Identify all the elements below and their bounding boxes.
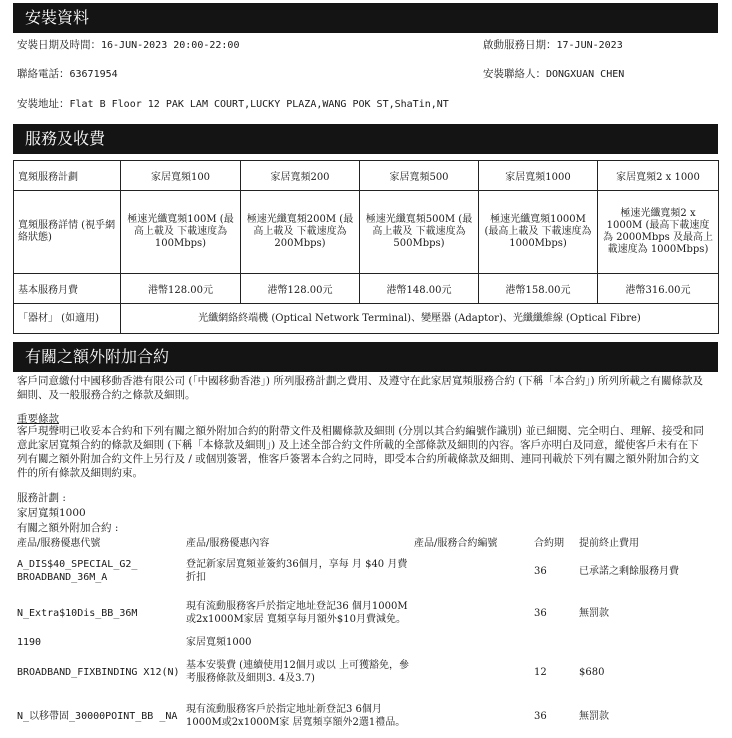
addon-table [17,537,717,738]
plan-label: 服務計劃 : [17,492,66,504]
install-date-label: 安裝日期及時間： [17,39,101,51]
addon-no [414,550,534,592]
row-label: 「器材」 (如適用) [14,304,121,334]
install-date-value: 16-JUN-2023 20:00-22:00 [101,40,240,51]
addon-code: N_以移帶固_30000POINT_BB _NA [17,710,178,722]
addon-term [534,634,579,650]
addon-no [414,634,534,650]
install-address [17,96,449,111]
detail-cell: 極速光纖寬頻500M (最高上載及 下載速度為 500Mbps) [360,191,479,274]
install-address-value: Flat B Floor 12 PAK LAM COURT,LUCKY PLAZA,WANG POK ST,ShaTin,NT [69,99,449,110]
contact-phone-value: 63671954 [69,69,118,80]
plan-cell: 家居寬頻2 x 1000 [598,161,719,191]
addon-no [414,694,534,738]
fee-cell: 港幣128.00元 [121,274,241,304]
fee-cell: 港幣158.00元 [479,274,598,304]
install-contact [483,66,624,81]
contact-phone [17,66,118,81]
install-date [17,37,239,52]
table-row [17,634,717,650]
plan-cell: 家居寬頻500 [360,161,479,191]
detail-cell: 極速光纖寬頻1000M (最高上載及 下載速度為 1000Mbps) [479,191,598,274]
table-row [17,694,717,738]
detail-cell: 極速光纖寬頻200M (最高上載及 下載速度為 200Mbps) [241,191,360,274]
plan-value: 家居寬頻1000 [17,507,86,519]
addon-desc: 基本安裝費 (連續使用12個月或以 上可獲豁免，參考服務條款及細則3. 4及3.7) [186,660,409,684]
install-section-header: 安裝資料 [13,3,718,33]
addon-term: 12 [534,666,547,678]
table-row [14,161,719,191]
important-terms-text: 客戶現聲明已收妥本合約和下列有關之額外附加合約的附帶文件及相關條款及細則 (分別以其合約編號作識別) 並已細閱、完全明白、理解、接受和同意此家居寬頻合約的條款及細則 (下稱「本條款及細則」) 及上述全部合約文件所載的全部條款及細則的內容。客戶亦明白及同意，縱使客戶未有在下列有關之額外附加合約文件上另行及 / 或個別簽署，惟客戶簽署本合約之同時，即受本合約所載條款及細則、連同刊載於下列有關之額外附加合約文件的所有條款及細則約束。 [17,425,704,479]
detail-cell: 極速光纖寬頻100M (最高上載及 下載速度為 100Mbps) [121,191,241,274]
equipment-cell: 光纖網絡終端機 (Optical Network Terminal)、變壓器 (Adaptor)、光纖纖維線 (Optical Fibre) [121,304,719,334]
column-header: 提前終止費用 [579,538,639,549]
install-address-label: 安裝地址： [17,98,70,110]
table-header-row [17,537,717,550]
addon-code: 1190 [17,636,42,648]
plan-cell: 家居寬頻200 [241,161,360,191]
addon-fee: 無罰款 [579,710,609,722]
table-row [14,304,719,334]
table-row [17,650,717,694]
addon-desc: 登記新家居寬頻並簽約36個月，享每 月 $40 月費折扣 [186,559,408,583]
table-row [14,274,719,304]
row-label: 寬頻服務計劃 [14,161,121,191]
service-start-label: 啟動服務日期： [483,39,557,51]
addon-term: 36 [534,607,547,619]
addon-desc: 現有流動服務客戶於指定地址登記36 個月1000M或2x1000M家居 寬頻享每月額外$10月費減免。 [186,601,408,625]
important-terms-title: 重要條款 [17,413,59,425]
addon-fee: 無罰款 [579,607,609,619]
service-start-date [483,37,623,52]
addon-label: 有關之額外附加合約 : [17,522,119,534]
detail-cell: 極速光纖寬頻2 x 1000M (最高下載速度為 2000Mbps 及最高上載速度為 1000Mbps) [598,191,719,274]
service-table [13,160,719,334]
install-contact-label: 安裝聯絡人： [483,68,546,80]
column-header: 產品/服務合約編號 [414,538,498,549]
service-section-header: 服務及收費 [13,124,718,154]
contact-phone-label: 聯絡電話： [17,68,70,80]
column-header: 產品/服務優惠內容 [186,538,270,549]
plan-cell: 家居寬頻100 [121,161,241,191]
plan-cell: 家居寬頻1000 [479,161,598,191]
contract-section-header: 有關之額外附加合約 [13,342,718,372]
addon-fee [579,634,717,650]
table-row [17,592,717,634]
row-label: 寬頻服務詳情 (視乎網絡狀態) [14,191,121,274]
contract-intro: 客戶同意繳付中國移動香港有限公司 (「中國移動香港」) 所列服務計劃之費用、及遵守在此家居寬頻服務合約 (下稱「本合約」) 所列所載之有關條款及細則、及一般服務合約之條款及細則。 [17,375,703,401]
column-header: 產品/服務優惠代號 [17,538,101,549]
install-contact-value: DONGXUAN CHEN [546,69,625,80]
fee-cell: 港幣316.00元 [598,274,719,304]
addon-fee: $680 [579,666,605,678]
addon-term: 36 [534,565,547,577]
addon-code: BROADBAND_FIXBINDING X12(N) [17,666,180,678]
addon-desc: 家居寬頻1000 [186,636,252,648]
addon-desc: 現有流動服務客戶於指定地址新登記3 6個月1000M或2x1000M家 居寬頻享額外2選1禮品。 [186,704,406,728]
addon-no [414,650,534,694]
addon-no [414,592,534,634]
addon-code: N_Extra$10Dis_BB_36M [17,607,138,619]
addon-term: 36 [534,710,547,722]
table-row [17,550,717,592]
fee-cell: 港幣128.00元 [241,274,360,304]
addon-fee: 已承諾之剩餘服務月費 [579,565,679,577]
table-row [14,191,719,274]
row-label: 基本服務月費 [14,274,121,304]
addon-code: A_DIS$40_SPECIAL_G2_ BROADBAND_36M_A [17,559,138,583]
service-start-value: 17-JUN-2023 [556,40,623,51]
column-header: 合約期 [534,538,564,549]
fee-cell: 港幣148.00元 [360,274,479,304]
